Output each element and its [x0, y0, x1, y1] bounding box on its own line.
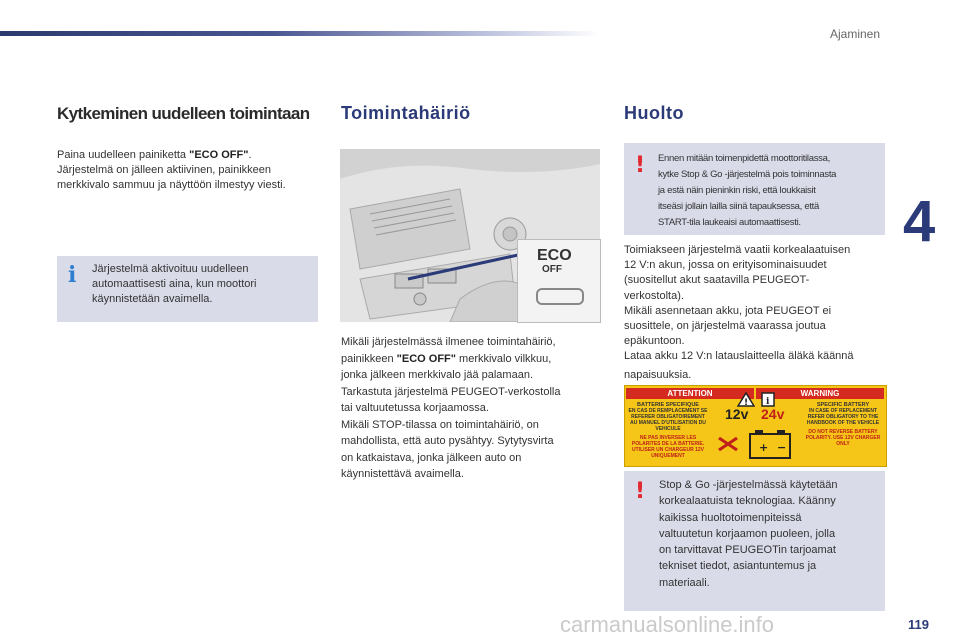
reactivation-paragraph: [57, 148, 327, 193]
warning-box-top: [624, 143, 885, 235]
warning-exclamation-icon: !: [635, 479, 646, 504]
info-box: [57, 256, 318, 322]
top-accent-bar: [0, 31, 600, 36]
text-line: kytke Stop & Go -järjestelmä pois toiminnasta: [658, 169, 837, 180]
text-line: Mikäli STOP-tilassa on toimintahäiriö, on: [341, 418, 539, 431]
svg-text:i: i: [766, 397, 770, 407]
text-line: mahdollista, että auto pysähtyy. Sytytysvirta: [341, 435, 554, 447]
info-icon: i: [68, 262, 77, 288]
svg-text:−: −: [777, 441, 787, 454]
text-line: on katkaistava, jonka jälkeen auto on: [341, 451, 522, 464]
text-line: START-tila laukeaisi automaattisesti.: [658, 217, 801, 228]
svg-text:!: !: [744, 398, 749, 407]
malfunction-paragraph: [341, 334, 606, 483]
text-line: Järjestelmä aktivoituu uudelleen: [92, 263, 249, 275]
warning-box-bottom: [624, 471, 885, 611]
text-line: automaattisesti aina, kun moottori: [92, 278, 257, 290]
text-line: materiaali.: [659, 576, 710, 589]
watermark: carmanualsonline.info: [560, 612, 775, 637]
bold-text: "ECO OFF": [396, 352, 456, 365]
sticker-right-title: SPECIFIC BATTERY: [816, 402, 870, 408]
text-line: Tarkastuta järjestelmä PEUGEOT-verkostolla: [341, 385, 561, 398]
text-run: painikkeen: [341, 352, 397, 365]
text-line: verkostolta).: [624, 289, 684, 302]
sticker-right-block: [803, 402, 883, 447]
chapter-title: Ajaminen: [830, 27, 881, 41]
text-line: itseäsi jollain lailla siinä tapauksessa, että: [658, 201, 819, 212]
off-label: OFF: [542, 264, 562, 275]
section-heading-maintenance: Huolto: [624, 103, 684, 123]
maintenance-paragraph: [624, 243, 889, 383]
text-line: korkealaatuista teknologiaa. Käänny: [659, 495, 836, 508]
text-run: .: [248, 149, 252, 161]
sticker-left-block: [628, 402, 708, 459]
section-heading-reactivation: Kytkeminen uudelleen toimintaan: [57, 104, 310, 123]
text-line: (suositellut akut saatavilla PEUGEOT-: [624, 274, 810, 287]
text-line: Stop & Go -järjestelmässä käytetään: [659, 479, 838, 491]
text-line: Lataa akku 12 V:n latauslaitteella äläkä käännä: [624, 350, 854, 363]
text-line: kaikissa huoltotoimenpiteissä: [659, 511, 802, 524]
text-line: valtuutetun korjaamon puoleen, jolla: [659, 527, 836, 540]
text-line: ja estä näin pieninkin riski, että loukkaisit: [658, 185, 816, 196]
text-line: Toimiakseen järjestelmä vaatii korkealaatuisen: [624, 244, 851, 256]
text-line: merkkivalo sammuu ja näyttöön ilmestyy viesti.: [57, 179, 286, 191]
warning-top-text: [658, 151, 882, 231]
text-line: Mikäli asennetaan akku, jota PEUGEOT ei: [624, 304, 832, 317]
text-line: epäkuntoon.: [624, 335, 685, 348]
battery-pictogram-icon: [715, 424, 800, 464]
text-line: käynnistetään avaimella.: [92, 293, 213, 305]
sticker-right-text1: IN CASE OF REPLACEMENT REFER OBLIGATORY TO THE HANDBOOK OF THE VEHICLE: [806, 408, 880, 426]
text-line: Järjestelmä on jälleen aktiivinen, painikkeen: [57, 164, 272, 176]
text-line: suosittele, on järjestelmä vaarassa joutua: [624, 320, 826, 333]
sticker-12v: 12v: [725, 406, 749, 422]
sticker-left-text2: NE PAS INVERSER LES POLARITES DE LA BATTERIE. UTILISER UN CHARGEUR 12V UNIQUEMENT: [631, 435, 705, 459]
manual-book-icon: [761, 392, 775, 407]
text-run: merkkivalo vilkkuu,: [455, 352, 552, 365]
warning-triangle-icon: [737, 392, 755, 407]
chapter-number: 4: [903, 189, 936, 254]
bold-text: "ECO OFF": [189, 149, 249, 161]
sticker-warning-header: WARNING: [756, 388, 884, 399]
text-line: napaisuuksia.: [624, 368, 692, 381]
page-number: 119: [908, 617, 929, 632]
text-line: Mikäli järjestelmässä ilmenee toimintahäiriö,: [341, 336, 556, 348]
svg-text:+: +: [759, 441, 769, 454]
sticker-left-title: BATTERIE SPECIFIQUE: [637, 402, 699, 408]
sticker-24v: 24v: [761, 406, 785, 422]
warning-bottom-text: [659, 477, 881, 591]
text-line: tekniset tiedot, asiantuntemus ja: [659, 560, 817, 573]
info-box-text: [92, 262, 314, 307]
warning-exclamation-icon: !: [635, 153, 646, 178]
eco-label: ECO: [537, 247, 572, 264]
battery-warning-sticker: [624, 385, 887, 467]
button-slot: [536, 288, 584, 305]
section-heading-malfunction: Toimintahäiriö: [341, 103, 471, 123]
text-run: Paina uudelleen painiketta: [57, 149, 190, 161]
text-line: on tarvittavat PEUGEOTin tarjoamat: [659, 544, 836, 557]
text-line: jonka jälkeen merkkivalo jää palamaan.: [341, 369, 533, 381]
text-line: Ennen mitään toimenpidettä moottoritilassa,: [658, 153, 830, 164]
sticker-left-text1: EN CAS DE REMPLACEMENT SE REFERER OBLIGATOIREMENT AU MANUEL D'UTILISATION DU VEHICULE: [628, 408, 708, 432]
text-line: tai valtuutetussa korjaamossa.: [341, 402, 489, 414]
text-line: käynnistettävä avaimella.: [341, 468, 464, 480]
sticker-right-text2: DO NOT REVERSE BATTERY POLARITY. USE 12V CHARGER ONLY: [805, 429, 881, 447]
text-line: 12 V:n akun, jossa on erityisominaisuudet: [624, 259, 827, 272]
sticker-attention-header: ATTENTION: [626, 388, 754, 399]
